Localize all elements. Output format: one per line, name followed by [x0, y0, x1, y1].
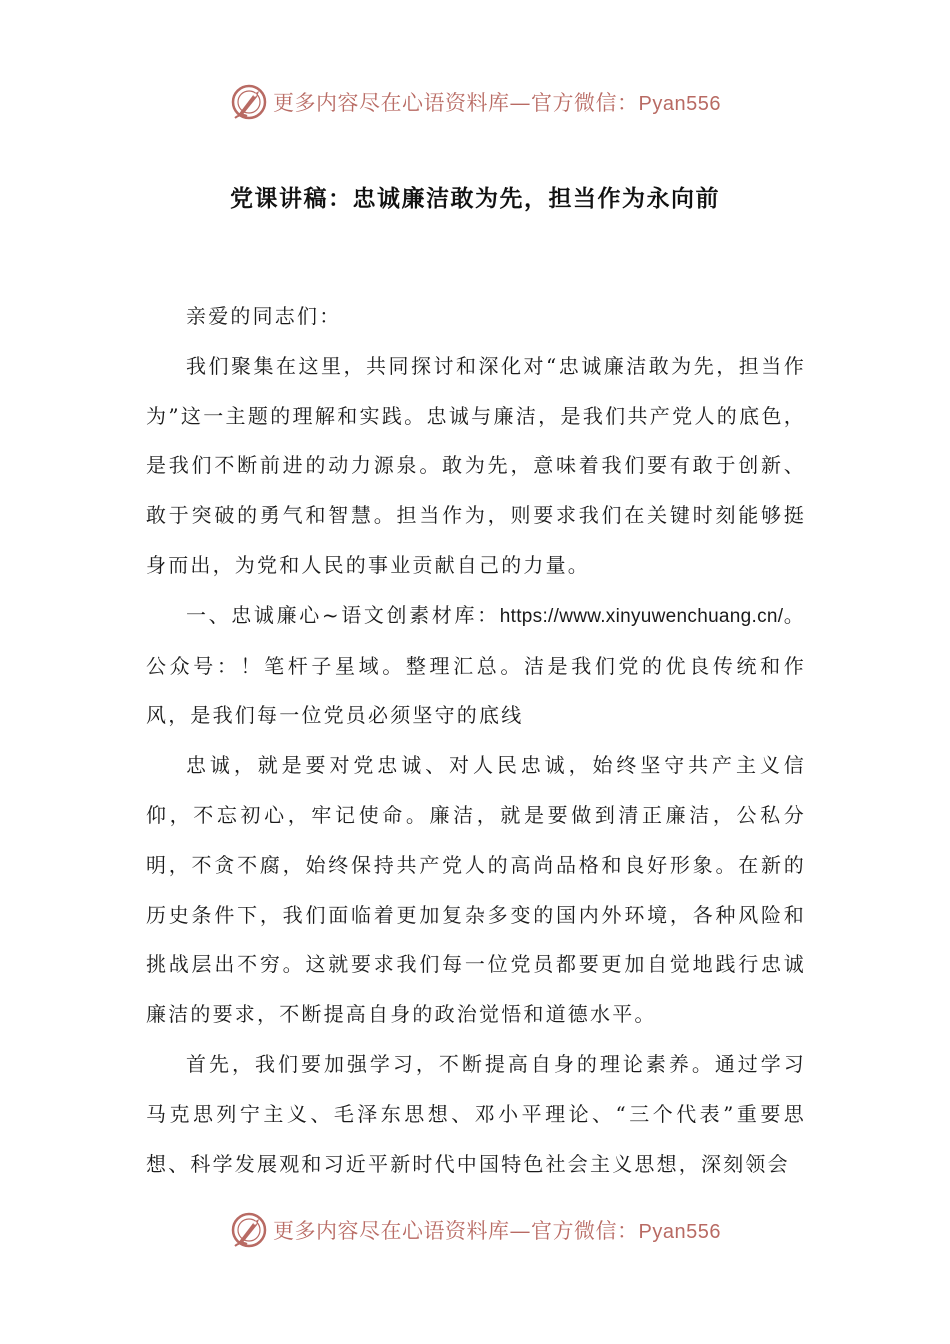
document-title: 党课讲稿：忠诚廉洁敢为先，担当作为永向前 [230, 186, 720, 212]
source-url: https://www.xinyuwenchuang.cn/ [499, 605, 784, 627]
greeting-paragraph: 亲爱的同志们： [186, 304, 342, 328]
loyalty-paragraph: 忠诚，就是要对党忠诚、对人民忠诚，始终坚守共产主义信仰，不忘初心，牢记使命。廉洁，就是要做到清正廉洁，公私分明，不贪不腐，始终保持共产党人的高尚品格和良好形象。在新的历史条件下，我们面临着更加复杂多变的国内外环境，各种风险和挑战层出不穷。这就要求我们每一位党员都要更加自觉地践行忠诚廉洁的要求，不断提高自身的政治觉悟和道德水平。 [146, 753, 806, 1027]
wechat-id: Pyan556 [638, 1221, 721, 1243]
footer-banner [0, 1208, 950, 1252]
banner-text: 更多内容尽在心语资料库—官方微信：Pyan556 [273, 1219, 721, 1243]
wechat-id: Pyan556 [638, 93, 721, 115]
section-one-paragraph: 一、忠诚廉心~语文创素材库：https://www.xinyuwenchuang.cn/。公众号：！笔杆子星域。整理汇总。洁是我们党的优良传统和作风，是我们每一位党员必须坚守的底线 [146, 602, 807, 728]
banner-text: 更多内容尽在心语资料库—官方微信：Pyan556 [273, 91, 721, 115]
header-banner [0, 80, 950, 124]
pen-nib-logo-icon [229, 1210, 269, 1250]
intro-paragraph: 我们聚集在这里，共同探讨和深化对“忠诚廉洁敢为先，担当作为”这一主题的理解和实践。忠诚与廉洁，是我们共产党人的底色，是我们不断前进的动力源泉。敢为先，意味着我们要有敢于创新、敢于突破的勇气和智慧。担当作为，则要求我们在关键时刻能够挺身而出，为党和人民的事业贡献自己的力量。 [146, 353, 806, 577]
document-body [146, 292, 806, 1189]
pen-nib-logo-icon [229, 82, 269, 122]
study-paragraph: 首先，我们要加强学习，不断提高自身的理论素养。通过学习马克思列宁主义、毛泽东思想、邓小平理论、“三个代表”重要思想、科学发展观和习近平新时代中国特色社会主义思想，深刻领会 [146, 1051, 806, 1176]
